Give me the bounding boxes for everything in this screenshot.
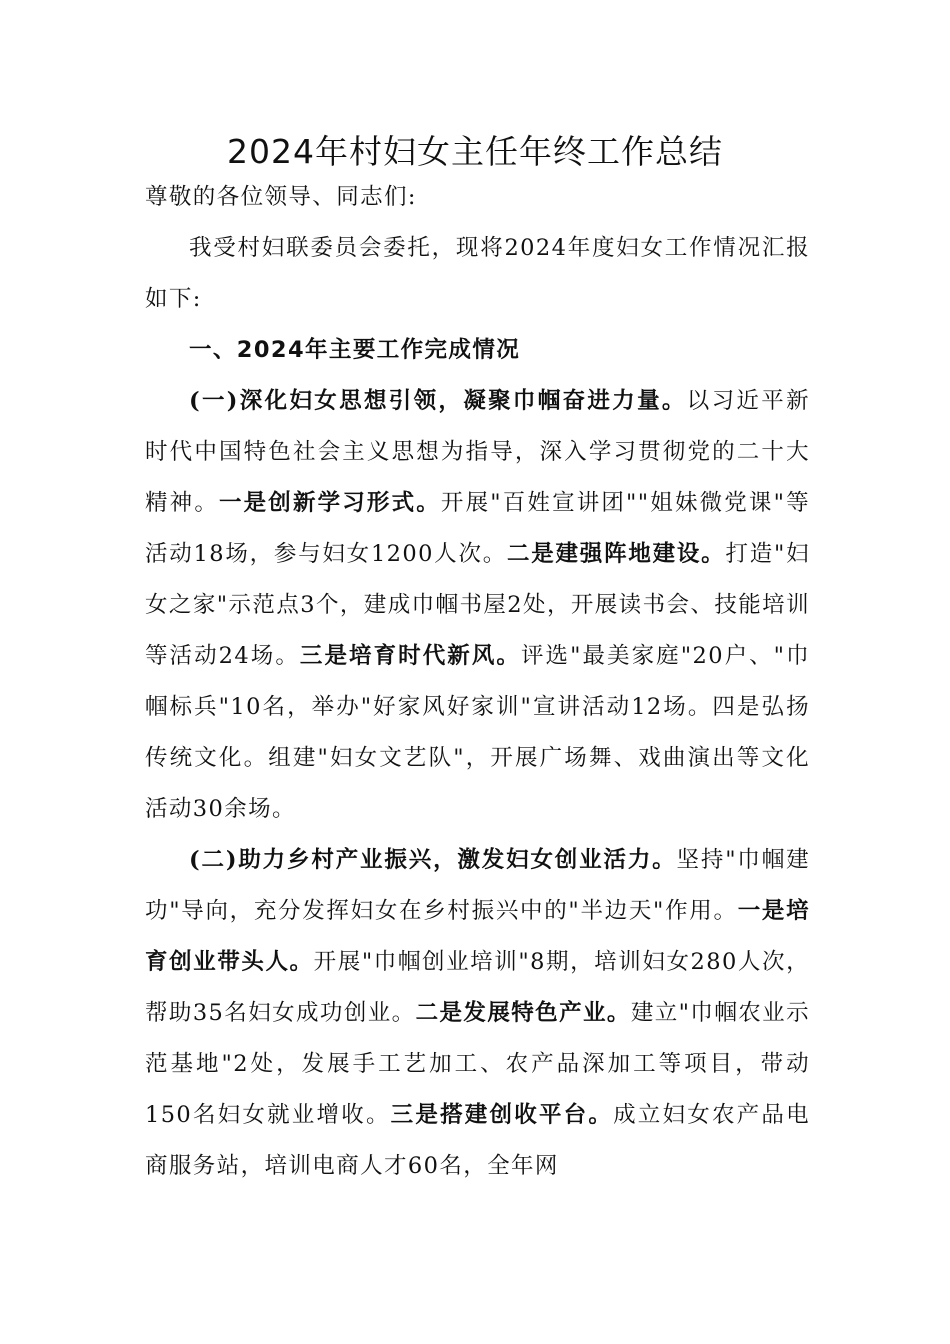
intro-paragraph: 我受村妇联委员会委托，现将2024年度妇女工作情况汇报如下: <box>145 235 810 312</box>
salutation: 尊敬的各位领导、同志们: <box>145 184 417 210</box>
part2-point3-title: 三是搭建创收平台。 <box>390 1102 614 1128</box>
part1-point3-text: 评选"最美家庭"20户、"巾帼标兵"10名，举办"好家风好家训"宣讲活动12场。四是弘扬传统文化。组建"妇女文艺队"，开展广场舞、戏曲演出等文化活动30余场。 <box>145 643 810 822</box>
part2-point1-title: 一是培育创业带头人。 <box>145 898 810 975</box>
part1-text: 以习近平新时代中国特色社会主义思想为指导，深入学习贯彻党的二十大精神。 <box>145 388 810 516</box>
document-title: 2024年村妇女主任年终工作总结 <box>227 132 723 171</box>
part1-point2-title: 二是建强阵地建设。 <box>507 541 726 567</box>
part1-point1-text: 开展"百姓宣讲团""姐妹微党课"等活动18场，参与妇女1200人次。 <box>145 490 810 567</box>
paragraph-part1 <box>145 376 810 835</box>
part2-lead: (二)助力乡村产业振兴，激发妇女创业活力。 <box>189 847 677 873</box>
section-heading: 一、2024年主要工作完成情况 <box>189 337 521 363</box>
part2-point1-text: 开展"巾帼创业培训"8期，培训妇女280人次，帮助35名妇女成功创业。 <box>145 949 810 1026</box>
part2-point2-title: 二是发展特色产业。 <box>415 1000 631 1026</box>
part1-point2-text: 打造"妇女之家"示范点3个，建成巾帼书屋2处，开展读书会、技能培训等活动24场。 <box>145 541 810 669</box>
part1-point3-title: 三是培育时代新风。 <box>299 643 521 669</box>
part1-point1-title: 一是创新学习形式。 <box>218 490 441 516</box>
paragraph-part2 <box>145 835 810 1192</box>
part2-point2-text: 建立"巾帼农业示范基地"2处，发展手工艺加工、农产品深加工等项目，带动150名妇女就业增收。 <box>145 1000 810 1128</box>
part2-text: 坚持"巾帼建功"导向，充分发挥妇女在乡村振兴中的"半边天"作用。 <box>145 847 811 924</box>
part2-point3-text: 成立妇女农产品电商服务站，培训电商人才60名，全年网 <box>145 1102 810 1179</box>
part1-lead: (一)深化妇女思想引领，凝聚巾帼奋进力量。 <box>189 388 687 414</box>
document-body <box>145 172 810 1192</box>
